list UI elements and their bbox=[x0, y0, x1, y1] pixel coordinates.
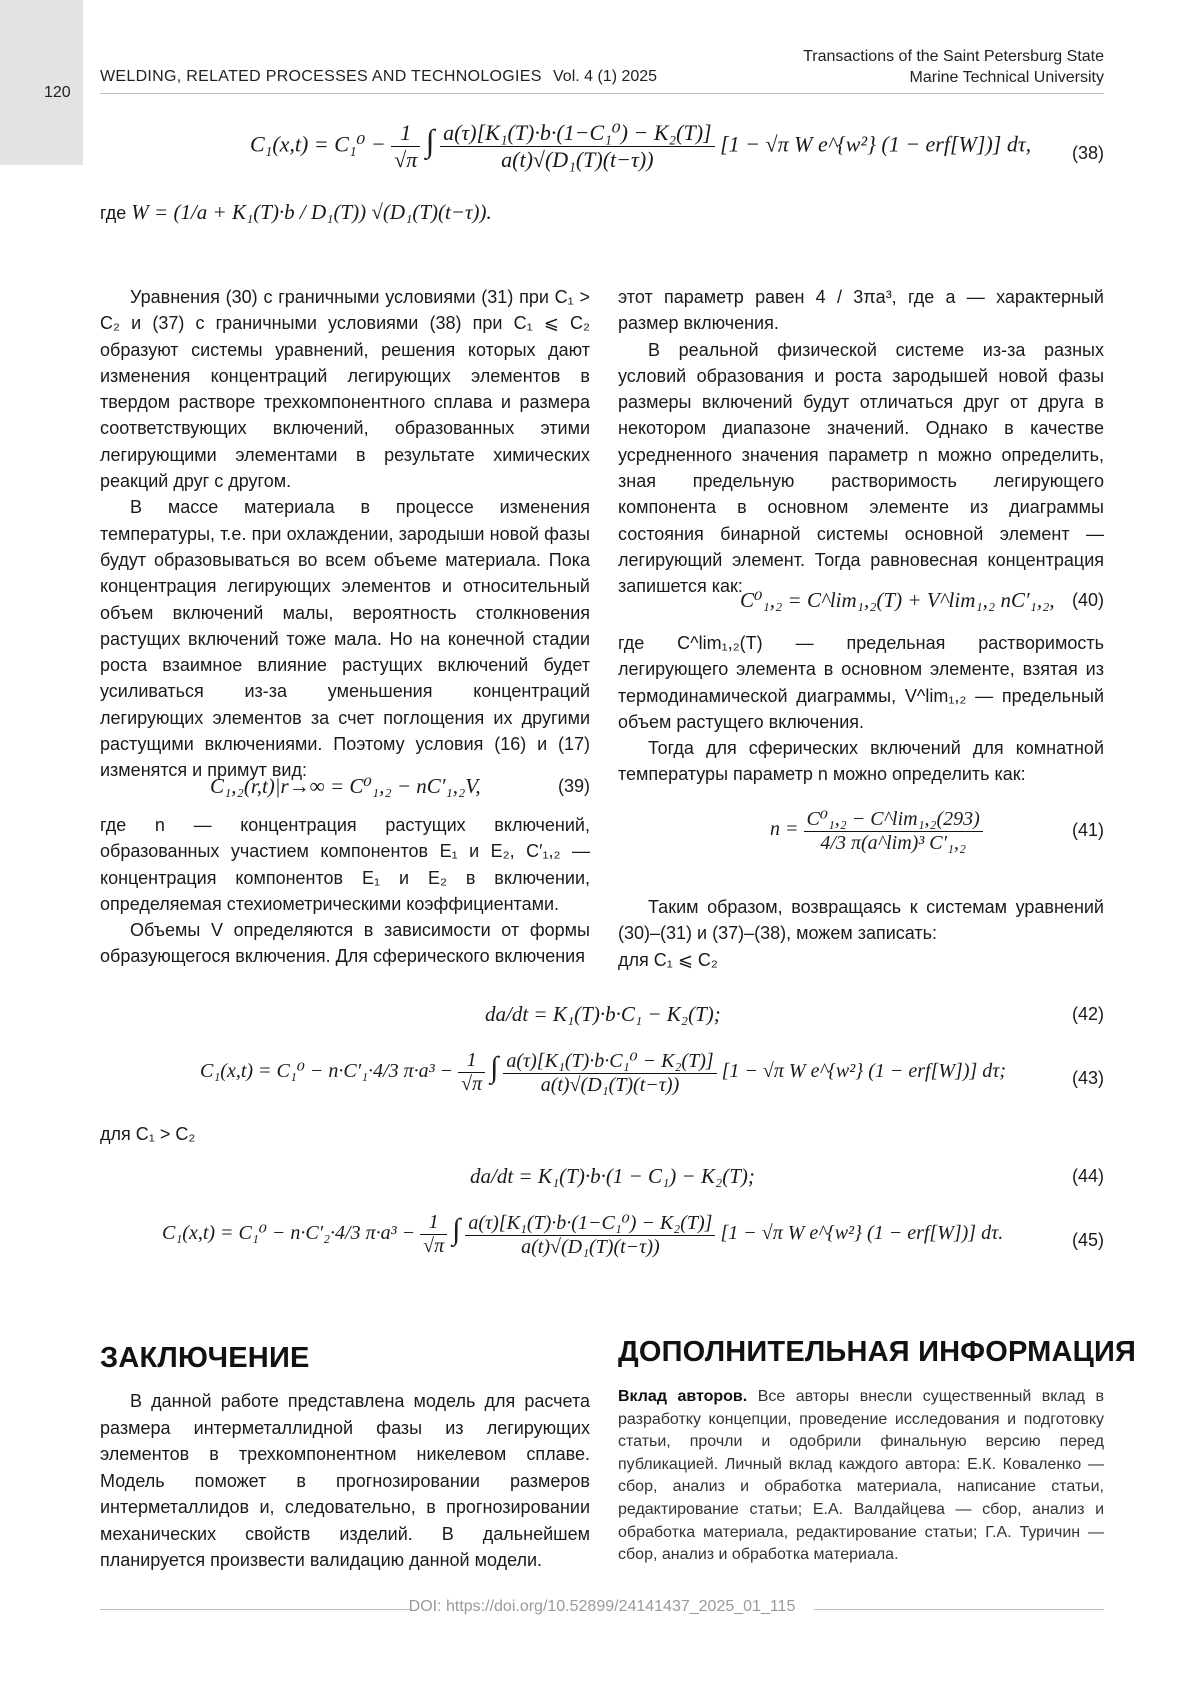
equation-43 bbox=[200, 1048, 1006, 1097]
eq45-frac1 bbox=[420, 1211, 447, 1258]
where-w bbox=[100, 200, 492, 225]
equation-42: da/dt = K₁(T)·b·C₁ − K₂(T); bbox=[485, 1002, 721, 1027]
eq45-int-den: a(t)√(D₁(T)(t−τ)) bbox=[465, 1236, 715, 1259]
eq43-frac1 bbox=[458, 1049, 485, 1096]
footer bbox=[100, 1598, 1104, 1620]
eq45-tail: [1 − √π W e^{w²} (1 − erf[W])] dτ. bbox=[720, 1222, 1003, 1244]
eq42-number: (42) bbox=[1072, 1004, 1104, 1025]
right-paragraph-5: Таким образом, возвращаясь к системам уравнений (30)–(31) и (37)–(38), можем записать: bbox=[618, 894, 1104, 947]
right-column bbox=[618, 284, 1104, 600]
eq40-number: (40) bbox=[1072, 590, 1104, 611]
left-paragraph-4: Объемы V определяются в зависимости от формы образующегося включения. Для сферического включения bbox=[100, 917, 590, 970]
right-paragraph-4: Тогда для сферических включений для комнатной температуры параметр n можно определить как: bbox=[618, 735, 1104, 788]
case-2-label: для C₁ > C₂ bbox=[100, 1124, 195, 1145]
eq41-num: C⁰₁,₂ − C^lim₁,₂(293) bbox=[804, 806, 983, 832]
left-column bbox=[100, 284, 590, 784]
eq45-number: (45) bbox=[1072, 1230, 1104, 1251]
eq45-lhs: C₁(x,t) = C₁⁰ − n·C′₂·4/3 π·a³ − bbox=[162, 1222, 415, 1244]
page-number: 120 bbox=[44, 84, 71, 102]
eq43-frac2 bbox=[503, 1048, 716, 1097]
doi-link[interactable]: DOI: https://doi.org/10.52899/24141437_2025_01_115 bbox=[100, 1598, 1104, 1616]
case-1-label: для C₁ ⩽ C₂ bbox=[618, 947, 1104, 973]
publisher-line2: Marine Technical University bbox=[803, 67, 1104, 88]
footer-line-right bbox=[814, 1609, 1104, 1610]
eq45-frac2 bbox=[465, 1210, 715, 1259]
eq39-number: (39) bbox=[558, 776, 590, 797]
eq38-frac1 bbox=[391, 120, 420, 173]
publisher bbox=[803, 46, 1104, 88]
integral-sign: ∫ bbox=[452, 1213, 460, 1246]
right-paragraph-2: В реальной физической системе из-за разных условий образования и роста зародышей новой фазы размеры включений будут отличаться друг от друга в некотором диапазоне значений. Однако в качестве усредненного значения параметр n можно определить, зная предельную растворимость легирующего компонента в основном элементе из диаграммы состояния бинарной системы основной элемент — легирующий элемент. Тогда равновесная концентрация запишется как: bbox=[618, 337, 1104, 600]
eq38-frac1-num: 1 bbox=[391, 120, 420, 147]
page-tab bbox=[0, 0, 83, 165]
equation-44: da/dt = K₁(T)·b·(1 − C₁) − K₂(T); bbox=[470, 1164, 755, 1189]
conclusion-text: В данной работе представлена модель для расчета размера интерметаллидной фазы из легирующих элементов в трехкомпонентном никелевом сплаве. Модель поможет в прогнозировании размеров интерметаллидов и, следовательно, в прогнозировании механических свойств изделий. В дальнейшем планируется произвести валидацию данной модели. bbox=[100, 1388, 590, 1574]
publisher-line1: Transactions of the Saint Petersburg State bbox=[803, 46, 1104, 67]
eq45-frac1-num: 1 bbox=[420, 1211, 447, 1235]
additional-info-heading: ДОПОЛНИТЕЛЬНАЯ ИНФОРМАЦИЯ bbox=[618, 1336, 1136, 1369]
eq43-int-den: a(t)√(D₁(T)(t−τ)) bbox=[503, 1074, 716, 1097]
volume: Vol. 4 (1) 2025 bbox=[553, 68, 657, 86]
eq38-int-den: a(t)√(D₁(T)(t−τ)) bbox=[440, 147, 715, 173]
left-paragraph-1: Уравнения (30) с граничными условиями (31) при C₁ > C₂ и (37) с граничными условиями (38) при C₁ ⩽ C₂ образуют системы уравнений, решения которых дают изменения концентраций легирующих элементов в твердом растворе трехкомпонентного сплава и размера соответствующих включений, образованных этими легирующими элементами в результате химических реакций друг с другом. bbox=[100, 284, 590, 494]
eq43-int-num: a(τ)[K₁(T)·b·C₁⁰ − K₂(T)] bbox=[503, 1048, 716, 1074]
right-column-lower bbox=[618, 894, 1104, 973]
eq43-frac1-den: √π bbox=[458, 1073, 485, 1096]
eq43-lhs: C₁(x,t) = C₁⁰ − n·C′₁·4/3 π·a³ − bbox=[200, 1060, 453, 1082]
where-w-prefix: где bbox=[100, 203, 126, 223]
journal-title: WELDING, RELATED PROCESSES AND TECHNOLOGIES bbox=[100, 68, 542, 86]
eq38-lhs: C₁(x,t) = C₁⁰ − bbox=[250, 132, 386, 157]
eq38-int-num: a(τ)[K₁(T)·b·(1−C₁⁰) − K₂(T)] bbox=[440, 120, 715, 147]
left-column-lower bbox=[100, 812, 590, 970]
conclusion-heading: ЗАКЛЮЧЕНИЕ bbox=[100, 1342, 310, 1375]
eq43-number: (43) bbox=[1072, 1068, 1104, 1089]
eq43-frac1-num: 1 bbox=[458, 1049, 485, 1073]
eq38-tail: [1 − √π W e^{w²} (1 − erf[W])] dτ, bbox=[720, 132, 1031, 157]
conclusion-body bbox=[100, 1388, 590, 1574]
right-paragraph-3: где C^lim₁,₂(T) — предельная растворимость легирующего элемента в основном элементе, взятая из термодинамической диаграммы, V^lim₁,₂ — предельный объем растущего включения. bbox=[618, 630, 1104, 735]
left-paragraph-3: где n — концентрация растущих включений, образованных участием компонентов E₁ и E₂, C′₁,₂ — концентрация компонентов E₁ и E₂ в включении, определяемая стехиометрическими коэффициентами. bbox=[100, 812, 590, 917]
eq38-number: (38) bbox=[1072, 143, 1104, 164]
equation-45 bbox=[162, 1210, 1003, 1259]
eq44-number: (44) bbox=[1072, 1166, 1104, 1187]
right-paragraph-1: этот параметр равен 4 / 3πa³, где a — характерный размер включения. bbox=[618, 284, 1104, 337]
author-contribution bbox=[618, 1386, 1104, 1567]
eq41-lhs: n = bbox=[770, 818, 799, 840]
author-contribution-text: Все авторы внесли существенный вклад в разработку концепции, проведение исследования и подготовку статьи, прочли и одобрили финальную версию перед публикацией. Личный вклад каждого автора: Е.К. Коваленко — сбор, анализ и обработка материала, написание статьи, редактирование статьи; Е.А. Валдайцева — сбор, анализ и обработка материала, редактирование статьи; Г.А. Туричин — сбор, анализ и обработка материала. bbox=[618, 1388, 1104, 1563]
author-contribution-label: Вклад авторов. bbox=[618, 1388, 747, 1405]
eq45-frac1-den: √π bbox=[420, 1235, 447, 1258]
where-w-formula: W = (1/a + K₁(T)·b / D₁(T)) √(D₁(T)(t−τ)). bbox=[131, 200, 492, 224]
integral-sign: ∫ bbox=[426, 123, 435, 159]
eq45-int-num: a(τ)[K₁(T)·b·(1−C₁⁰) − K₂(T)] bbox=[465, 1210, 715, 1236]
equation-39: C₁,₂(r,t)|r→∞ = C⁰₁,₂ − nC′₁,₂V, bbox=[210, 774, 481, 799]
equation-41 bbox=[770, 806, 983, 855]
eq41-den: 4/3 π(a^lim)³ C′₁,₂ bbox=[804, 832, 983, 855]
eq38-frac2 bbox=[440, 120, 715, 173]
eq38-frac1-den: √π bbox=[391, 147, 420, 173]
eq43-tail: [1 − √π W e^{w²} (1 − erf[W])] dτ; bbox=[722, 1060, 1006, 1082]
header-divider bbox=[100, 93, 1104, 94]
eq41-number: (41) bbox=[1072, 820, 1104, 841]
equation-38 bbox=[250, 120, 1031, 173]
eq41-frac bbox=[804, 806, 983, 855]
right-column-mid bbox=[618, 630, 1104, 788]
left-paragraph-2: В массе материала в процессе изменения температуры, т.е. при охлаждении, зародыши новой фазы будут образовываться во всем объеме материала. Пока концентрация легирующих элементов и относительный объем включений малы, вероятность столкновения растущих включений тоже мала. Но на конечной стадии роста взаимное влияние растущих включений будет усиливаться из-за уменьшения концентраций легирующих элементов за счет поглощения их другими растущими включениями. Поэтому условия (16) и (17) изменятся и примут вид: bbox=[100, 494, 590, 783]
equation-40: C⁰₁,₂ = C^lim₁,₂(T) + V^lim₁,₂ nC′₁,₂, bbox=[740, 588, 1055, 613]
integral-sign: ∫ bbox=[490, 1051, 498, 1084]
